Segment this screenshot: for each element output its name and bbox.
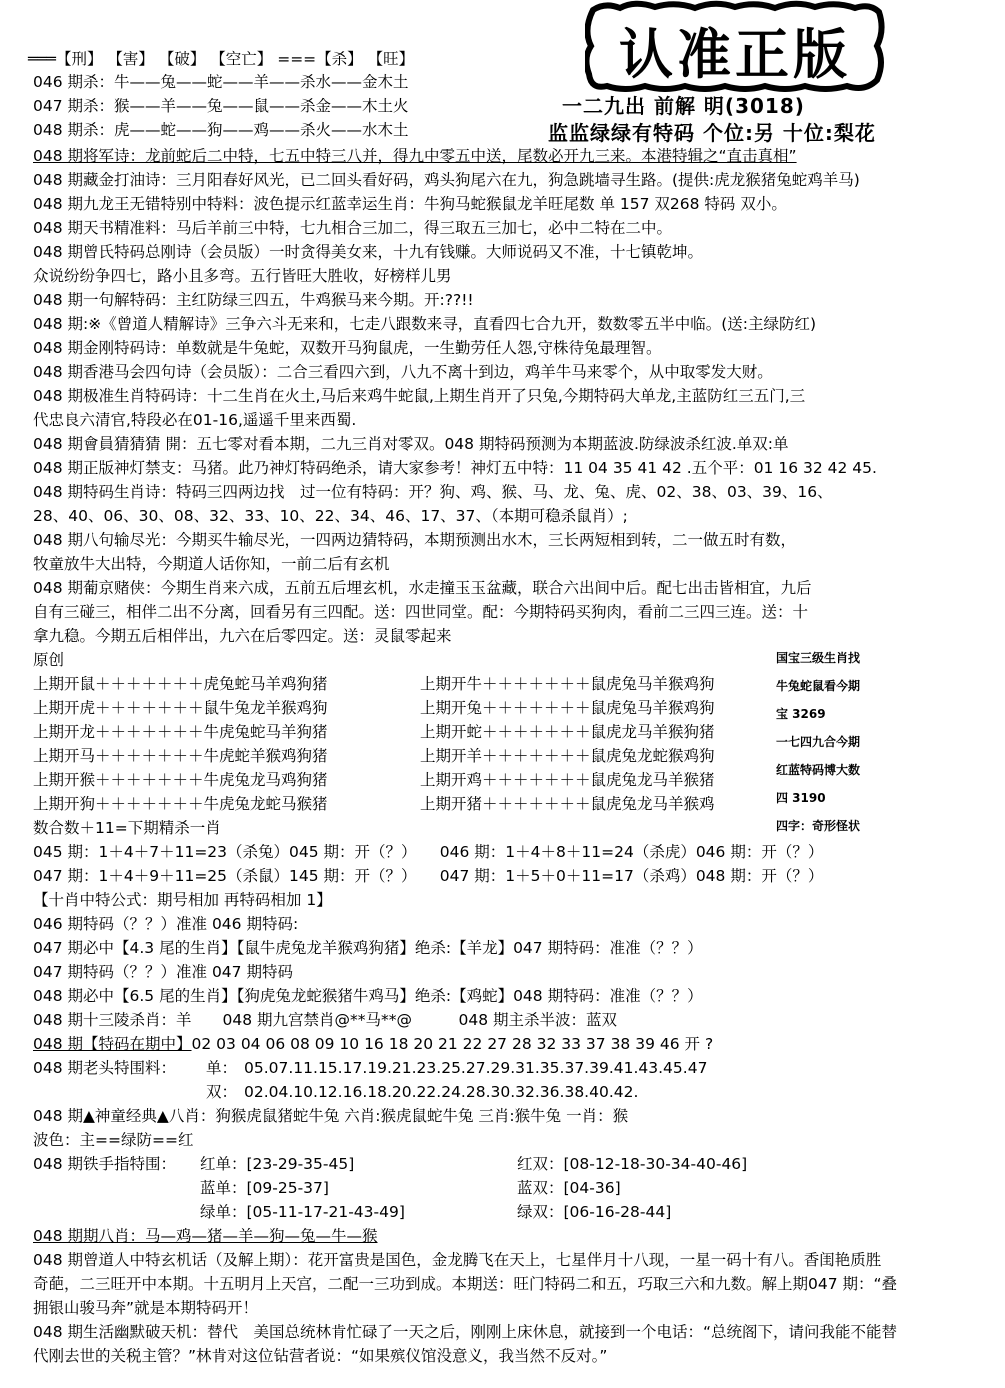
grid-right-row: 上期开鸡＋＋＋＋＋＋＋鼠虎兔龙马羊猴猪 [420, 771, 715, 789]
text-line: 048 期天书精准料：马后羊前三中特，七九相合三加二，得三取五三加七，必中二特在二中。 [33, 219, 673, 237]
side-box-line: 四 3190 [776, 791, 826, 805]
text-line: 048 期极准生肖特码诗：十二生肖在火土,马后来鸡牛蛇鼠,上期生肖开了只兔,今期特码大单龙,主蓝防红三五门,三 [33, 387, 806, 405]
tiezhi-hong-shuang: 红双：[08-12-18-30-34-40-46] [517, 1155, 748, 1173]
laotou-dan-label: 单： [206, 1059, 238, 1077]
end-line: 048 期曾道人中特玄机话（及解上期）：花开富贵是国色，金龙腾飞在天上，七星伴月十八现，一星一码十有八。香闺艳质胜 [33, 1251, 882, 1269]
text-line: 048 期:※《曾道人精解诗》三争六斗无来和，七走八跟数来寻，直看四七合九开，数数零五半中临。(送:主绿防红) [33, 315, 817, 333]
end-line: 048 期生活幽默破天机：替代 美国总统林肯忙碌了一天之后，刚刚上床休息，就接到一个电话：“总统阁下，请问我能不能替 [33, 1323, 898, 1341]
grid-left-row: 上期开虎＋＋＋＋＋＋＋鼠牛兔龙羊猴鸡狗 [33, 699, 328, 717]
text-line: 048 期八句输尽光：今期买牛输尽光，一四两边猜特码，本期预测出水木，三长两短相到转，二一做五时有数， [33, 531, 797, 549]
text-line: 拿九稳。今期五后相伴出，九六在后零四定。送：灵鼠零起来 [33, 627, 452, 645]
side-box-line: 牛兔蛇鼠看今期 [776, 679, 861, 693]
text-line: 048 期香港马会四句诗（会员版）：二合三看四六到，八九不离十到边，鸡羊牛马来零个，从中取零发大财。 [33, 363, 773, 381]
side-box [776, 644, 1004, 840]
side-box-line: 四字：奇形怪状 [776, 819, 861, 833]
text-line: 048 期葡京赌侠：今期生肖来六成，五前五后埋玄机，水走撞玉玉盆藏，联合六出间中后。配七出击皆相宜，九后 [33, 579, 812, 597]
seal [585, 0, 885, 92]
end-line: 代刚去世的关税主管？”林肯对这位钻营者说：“如果殡仪馆没意义，我当然不反对。” [33, 1347, 608, 1365]
bose-line: 波色：主==绿防==红 [33, 1131, 194, 1149]
side-box-line: 红蓝特码博大数 [776, 763, 861, 777]
lower-line: 047 期必中【4.3 尾的生肖】【鼠牛虎兔龙羊猴鸡狗猪】绝杀:【羊龙】047 期特码：准准（？？） [33, 939, 703, 957]
lower-line: 【十肖中特公式：期号相加 再特码相加 1】 [33, 891, 332, 909]
side-box-line: 宝 3269 [776, 707, 826, 721]
lower-line: 048 期十三陵杀肖：羊 048 期九宫禁肖@**马**@ 048 期主杀半波：蓝双 [33, 1011, 618, 1029]
special-line [33, 1033, 713, 1055]
text-line: 048 期九龙王无错特别中特料：波色提示红蓝幸运生肖：牛狗马蛇猴鼠龙羊旺尾数 单 157 双268 特码 双小。 [33, 195, 787, 213]
grid-left-row: 上期开马＋＋＋＋＋＋＋牛虎蛇羊猴鸡狗猪 [33, 747, 328, 765]
grid-left-row: 上期开猴＋＋＋＋＋＋＋牛虎兔龙马鸡狗猪 [33, 771, 328, 789]
text-line: 048 期會員猜猜猜 開：五七零对看本期，二九三肖对零双。048 期特码预测为本期蓝波.防绿波杀红波.单双:单 [33, 435, 789, 453]
header-row: ═══【刑】 【害】 【破】 【空亡】 ===【杀】 【旺】 [28, 50, 415, 68]
text-line: 048 期正版神灯禁支：马猪。此乃神灯特码绝杀，请大家参考！神灯五中特：11 04 35 41 42 .五个平：01 16 32 42 45. [33, 459, 877, 477]
grid-right-row: 上期开羊＋＋＋＋＋＋＋鼠虎兔龙蛇猴鸡狗 [420, 747, 715, 765]
text-line: 自有三碰三，相伴二出不分离，回看另有三四配。送：四世同堂。配：今期特码买狗肉，看前二三四三连。送：十 [33, 603, 809, 621]
lower-line: 045 期：1＋4＋7＋11=23（杀兔）045 期：开（？） 046 期：1＋4＋8＋11=24（杀虎）046 期：开（？） [33, 843, 824, 861]
text-line: 原创 [33, 651, 65, 669]
tiezhi-lan-dan: 蓝单：[09-25-37] [200, 1179, 329, 1197]
tiezhi-lan-shuang: 蓝双：[04-36] [517, 1179, 621, 1197]
kill-row-047: 047 期杀：猴——羊——兔——鼠——杀金——木土火 [33, 97, 409, 115]
kill-row-048: 048 期杀：虎——蛇——狗——鸡——杀火——水木土 [33, 121, 409, 139]
text-line: 048 期将军诗：龙前蛇后二中特，七五中特三八并，得九中零五中送，尾数必开九三来。本港特辑之“直击真相” [33, 147, 797, 165]
special-line-numbers: 02 03 04 06 08 09 10 16 18 20 21 22 27 28 32 33 37 38 39 46 开 ? [191, 1035, 714, 1053]
text-line: 048 期藏金打油诗：三月阳春好风光，已二回头看好码，鸡头狗尾六在九，狗急跳墙寻生路。(提供:虎龙猴猪兔蛇鸡羊马) [33, 171, 860, 189]
end-line: 奇葩，二三旺开中本期。十五明月上天宫，二配一三功到成。本期送：旺门特码二和五，巧取三六和九数。解上期047 期：“叠 [33, 1275, 898, 1293]
text-line: 048 期一句解特码：主红防绿三四五，牛鸡猴马来今期。开:??!! [33, 291, 474, 309]
lower-line: 047 期特码（？？）准准 047 期特码 [33, 963, 293, 981]
laotou-title: 048 期老头特围料： [33, 1059, 177, 1077]
laotou-shuang: 02.04.10.12.16.18.20.22.24.28.30.32.36.38.40.42. [244, 1083, 639, 1101]
text-line: 牧童放牛大出特，今期道人话你知，一前二后有玄机 [33, 555, 390, 573]
grid-right-row: 上期开兔＋＋＋＋＋＋＋鼠虎兔马羊猴鸡狗 [420, 699, 715, 717]
grid-left-row: 上期开狗＋＋＋＋＋＋＋牛虎兔龙蛇马猴猪 [33, 795, 328, 813]
text-line: 众说纷纷争四七，路小且多弯。五行皆旺大胜收，好榜样儿男 [33, 267, 452, 285]
lower-line: 数合数＋11=下期精杀一肖 [33, 819, 221, 837]
text-line: 048 期曾氏特码总刚诗（会员版）一时贪得美女来，十九有钱赚。大师说码又不准，十七镇乾坤。 [33, 243, 704, 261]
grid-right-row: 上期开牛＋＋＋＋＋＋＋鼠虎兔马羊猴鸡狗 [420, 675, 715, 693]
special-line-label: 048 期【特码在期中】 [33, 1035, 192, 1053]
grid-right-row: 上期开猪＋＋＋＋＋＋＋鼠虎兔龙马羊猴鸡 [420, 795, 715, 813]
tiezhi-title: 048 期铁手指特围： [33, 1155, 177, 1173]
tiezhi-hong-dan: 红单：[23-29-35-45] [200, 1155, 355, 1173]
text-line: 代忠良六清官,特段必在01-16,遥遥千里来西蜀. [33, 411, 357, 429]
baxiao-line: 048 期期八肖：马—鸡—猪—羊—狗—兔—牛—猴 [33, 1227, 378, 1245]
grid-left-row: 上期开鼠＋＋＋＋＋＋＋虎兔蛇马羊鸡狗猪 [33, 675, 328, 693]
end-line: 拥银山骏马奔”就是本期特码开！ [33, 1299, 259, 1317]
side-box-line: 国宝三级生肖找 [776, 651, 861, 665]
side-box-line: 一七四九合今期 [776, 735, 861, 749]
laotou-dan: 05.07.11.15.17.19.21.23.25.27.29.31.35.37.39.41.43.45.47 [244, 1059, 708, 1077]
text-line: 048 期特码生肖诗：特码三四两边找 过一位有特码：开？狗、鸡、猴、马、龙、兔、虎、02、38、03、39、16、 [33, 483, 833, 501]
lower-line: 047 期：1＋4＋9＋11=25（杀鼠）145 期：开（？） 047 期：1＋5＋0＋11=17（杀鸡）048 期：开（？） [33, 867, 824, 885]
laotou-shuang-label: 双： [206, 1083, 238, 1101]
kill-row-046: 046 期杀：牛——兔——蛇——羊——杀水——金木土 [33, 73, 409, 91]
shentong-line: 048 期▲神童经典▲八肖：狗猴虎鼠猪蛇牛兔 六肖:猴虎鼠蛇牛兔 三肖:猴牛兔 一肖：猴 [33, 1107, 629, 1125]
header-right-line1: 一二九出 前解 明(3018) [562, 94, 805, 118]
grid-left-row: 上期开龙＋＋＋＋＋＋＋牛虎兔蛇马羊狗猪 [33, 723, 328, 741]
text-line: 28、40、06、30、08、32、33、10、22、34、46、17、37、（本期可稳杀鼠肖）; [33, 507, 628, 525]
text-line: 048 期金刚特码诗：单数就是牛兔蛇，双数开马狗鼠虎，一生勤劳任人怨,守株待兔最理智。 [33, 339, 662, 357]
header-right-line2: 监监绿绿有特码 个位:另 十位:梨花 [548, 121, 876, 145]
lower-line: 048 期必中【6.5 尾的生肖】【狗虎兔龙蛇猴猪牛鸡马】绝杀:【鸡蛇】048 期特码：准准（？？） [33, 987, 703, 1005]
seal-text: 认准正版 [619, 22, 851, 86]
tiezhi-lv-shuang: 绿双：[06-16-28-44] [517, 1203, 672, 1221]
grid-right-row: 上期开蛇＋＋＋＋＋＋＋鼠虎龙马羊猴狗猪 [420, 723, 715, 741]
lower-line: 046 期特码（？？）准准 046 期特码: [33, 915, 299, 933]
tiezhi-lv-dan: 绿单：[05-11-17-21-43-49] [200, 1203, 405, 1221]
